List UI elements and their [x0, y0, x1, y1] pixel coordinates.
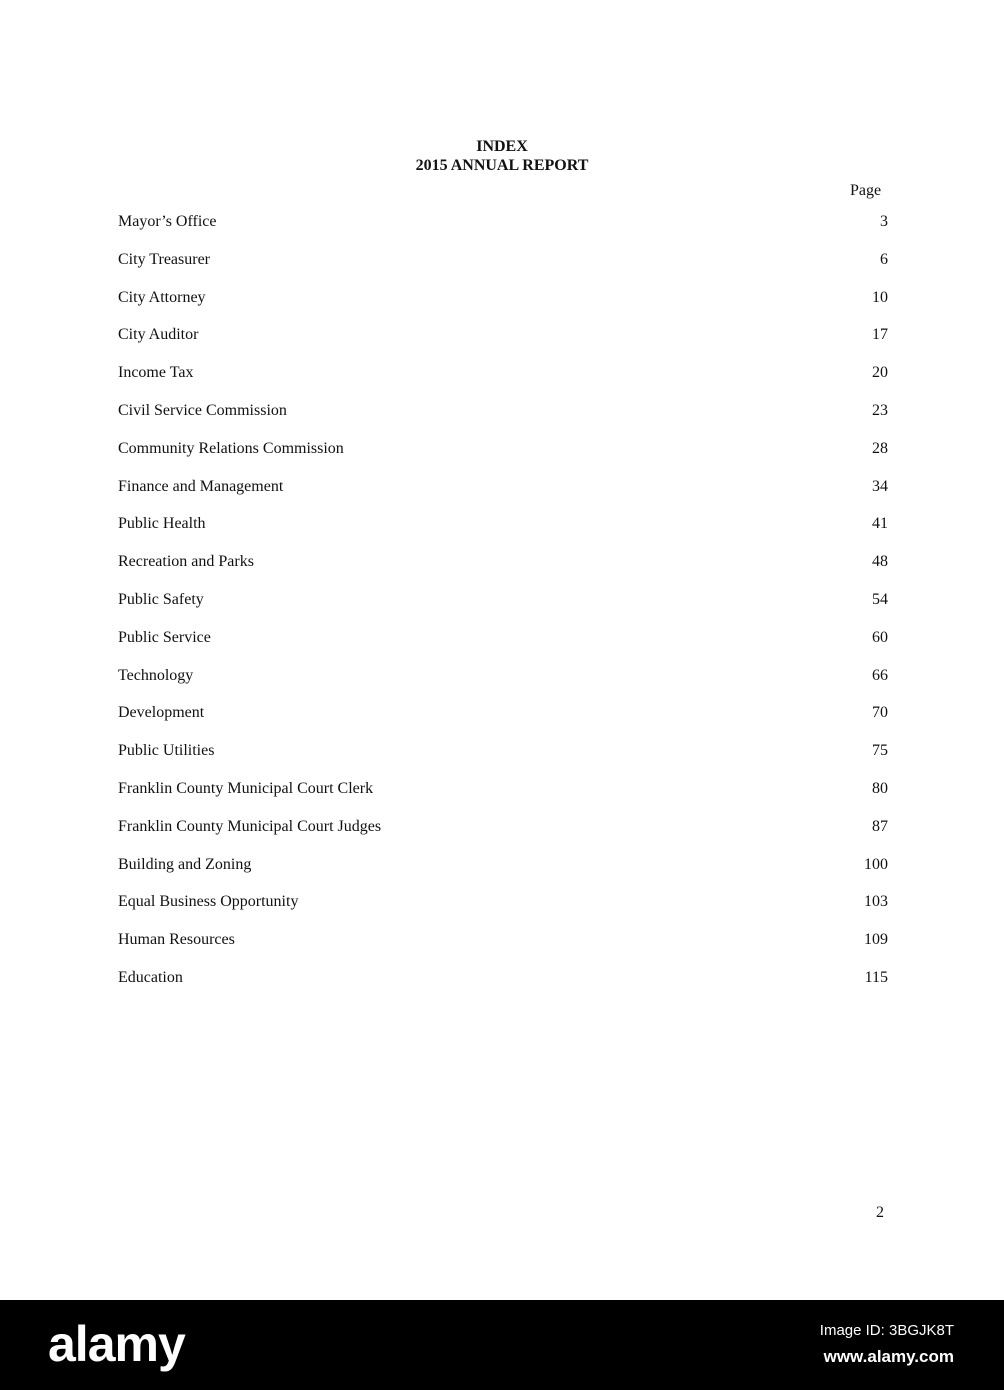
index-entry: [118, 968, 888, 1006]
index-entry: [118, 892, 888, 930]
index-entry: [118, 250, 888, 288]
entry-label: Civil Service Commission: [118, 401, 287, 419]
entry-label: City Treasurer: [118, 250, 210, 268]
entry-page: 20: [872, 364, 888, 382]
watermark-footer: [0, 1300, 1004, 1390]
index-title: INDEX: [476, 138, 528, 155]
index-entry: [118, 590, 888, 628]
entry-label: Building and Zoning: [118, 855, 252, 873]
page-number: 2: [876, 1204, 884, 1221]
image-id-label: Image ID: 3BGJK8T: [819, 1322, 954, 1339]
entry-label: Mayor’s Office: [118, 213, 217, 230]
index-entry: [118, 666, 888, 704]
entry-page: 28: [872, 439, 888, 457]
entry-label: Income Tax: [118, 364, 194, 382]
site-url: www.alamy.com: [823, 1347, 954, 1366]
entry-page: 103: [864, 893, 888, 911]
entry-page: 34: [872, 477, 888, 495]
entry-page: 17: [872, 326, 888, 344]
entry-label: Public Safety: [118, 590, 204, 608]
index-entry: [118, 212, 888, 250]
entry-page: 6: [880, 250, 888, 268]
index-entry: [118, 855, 888, 893]
report-title: 2015 ANNUAL REPORT: [415, 157, 589, 174]
entry-label: Human Resources: [118, 931, 235, 949]
entry-page: 10: [872, 288, 888, 306]
entry-label: City Auditor: [118, 326, 199, 344]
index-entry: [118, 401, 888, 439]
brand-logo: alamy: [48, 1316, 185, 1372]
entry-page: 75: [872, 742, 888, 760]
index-entry: [118, 741, 888, 779]
entry-label: Community Relations Commission: [118, 439, 344, 457]
entry-label: Public Utilities: [118, 742, 215, 760]
index-entry: [118, 514, 888, 552]
entry-label: Franklin County Municipal Court Clerk: [118, 779, 374, 797]
index-entry: [118, 703, 888, 741]
entry-label: Public Health: [118, 515, 206, 533]
entry-label: Recreation and Parks: [118, 553, 254, 571]
index-entry: [118, 817, 888, 855]
entry-page: 66: [872, 666, 888, 684]
index-entry: [118, 288, 888, 326]
index-entry: [118, 439, 888, 477]
index-entry: [118, 628, 888, 666]
entry-page: 60: [872, 628, 888, 646]
entry-page: 115: [864, 968, 888, 986]
entry-page: 54: [872, 590, 888, 608]
index-list: [118, 212, 888, 1006]
entry-label: Technology: [118, 666, 194, 684]
index-entry: [118, 930, 888, 968]
index-entry: [118, 779, 888, 817]
index-entry: [118, 325, 888, 363]
entry-page: 23: [872, 401, 888, 419]
entry-page: 87: [872, 817, 888, 835]
entry-page: 70: [872, 704, 888, 722]
entry-label: Education: [118, 968, 183, 986]
entry-page: 41: [872, 515, 888, 533]
entry-page: 48: [872, 553, 888, 571]
entry-label: Development: [118, 704, 205, 722]
entry-label: Equal Business Opportunity: [118, 893, 299, 911]
entry-page: 3: [880, 213, 888, 230]
entry-page: 80: [872, 779, 888, 797]
index-entry: [118, 363, 888, 401]
entry-page: 109: [864, 931, 888, 949]
entry-label: City Attorney: [118, 288, 206, 306]
entry-page: 100: [864, 855, 888, 873]
entry-label: Franklin County Municipal Court Judges: [118, 817, 382, 835]
page-column-header: Page: [850, 182, 882, 199]
index-entry: [118, 552, 888, 590]
entry-label: Public Service: [118, 628, 211, 646]
entry-label: Finance and Management: [118, 477, 284, 495]
index-entry: [118, 477, 888, 515]
